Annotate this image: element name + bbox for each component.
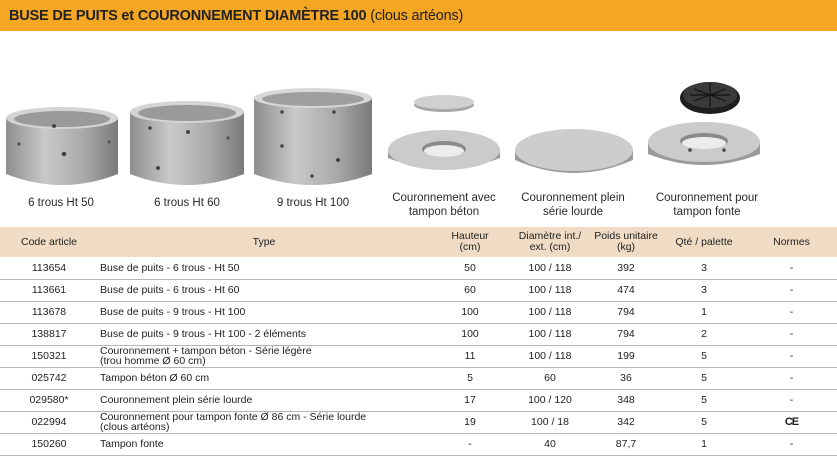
cell-type [98, 279, 430, 301]
cell-diametre: 100 / 118 [510, 301, 590, 323]
type-line-1: Buse de puits - 6 trous - Ht 50 [100, 261, 240, 274]
header-hauteur: Hauteur (cm) [430, 227, 510, 257]
cell-poids: 474 [590, 279, 662, 301]
cell-qte: 3 [662, 279, 746, 301]
cell-diametre: 60 [510, 367, 590, 389]
product-caption-6: Couronnement pour tampon fonte [655, 192, 759, 218]
type-line-1: Tampon fonte [100, 438, 164, 450]
cell-normes: - [746, 279, 837, 301]
cell-qte: 5 [662, 389, 746, 411]
cell-poids: 199 [590, 345, 662, 367]
cell-type [98, 257, 430, 279]
table-row [0, 301, 837, 323]
header-code: Code article [0, 227, 98, 257]
table-row [0, 433, 837, 455]
cell-qte: 5 [662, 367, 746, 389]
type-line-1: Couronnement + tampon béton - Série légère [100, 345, 312, 357]
cell-type [98, 433, 430, 455]
cell-hauteur: 17 [430, 389, 510, 411]
title-bold: BUSE DE PUITS et COURONNEMENT DIAMÈTRE 100 [9, 8, 367, 24]
header-qte: Qté / palette [662, 227, 746, 257]
cell-type [98, 389, 430, 411]
cell-normes: - [746, 389, 837, 411]
table-row [0, 279, 837, 301]
type-line-1: Buse de puits - 6 trous - Ht 60 [100, 284, 240, 296]
type-line-1: Couronnement plein série lourde [100, 394, 253, 406]
cell-code: 025742 [0, 367, 98, 389]
product-caption-4: Couronnement avec tampon béton [392, 192, 496, 218]
cell-poids: 794 [590, 301, 662, 323]
type-line-1: Tampon béton Ø 60 cm [100, 372, 210, 384]
cell-normes: - [746, 367, 837, 389]
type-line-1: Buse de puits - 9 trous - Ht 100 - 2 éléments [100, 328, 307, 340]
cell-diametre: 100 / 18 [510, 411, 590, 433]
cell-hauteur: - [430, 433, 510, 455]
cell-code: 113654 [0, 257, 98, 279]
cell-hauteur: 19 [430, 411, 510, 433]
type-line-2: (clous artéons) [100, 421, 170, 433]
ring-with-concrete-lid-icon [384, 92, 504, 182]
cell-qte: 1 [662, 433, 746, 455]
title-light: (clous artéons) [370, 8, 464, 24]
cell-type [98, 323, 430, 345]
cell-poids: 342 [590, 411, 662, 433]
concrete-ring-short-icon [4, 104, 120, 190]
solid-crown-slab-icon [512, 126, 636, 186]
type-line-1: Buse de puits - 9 trous - Ht 100 [100, 306, 246, 318]
cell-normes: - [746, 301, 837, 323]
product-caption-1: 6 trous Ht 50 [28, 197, 94, 209]
cell-code: 029580* [0, 389, 98, 411]
cell-normes: - [746, 323, 837, 345]
cell-normes: CE [746, 411, 837, 433]
header-diametre: Diamètre int./ ext. (cm) [510, 227, 590, 257]
cell-normes: - [746, 345, 837, 367]
table-row [0, 389, 837, 411]
header-normes: Normes [746, 227, 837, 257]
cell-qte: 2 [662, 323, 746, 345]
cell-code: 113661 [0, 279, 98, 301]
cell-type [98, 301, 430, 323]
cell-code: 138817 [0, 323, 98, 345]
cell-poids: 36 [590, 367, 662, 389]
cell-type [98, 345, 430, 367]
cell-poids: 87,7 [590, 433, 662, 455]
cell-type [98, 411, 430, 433]
concrete-ring-medium-icon [128, 98, 246, 190]
cell-qte: 5 [662, 411, 746, 433]
cell-qte: 3 [662, 257, 746, 279]
page-title [0, 0, 837, 31]
cell-diametre: 100 / 118 [510, 257, 590, 279]
product-caption-2: 6 trous Ht 60 [154, 197, 220, 209]
cell-code: 150260 [0, 433, 98, 455]
type-line-1: Couronnement pour tampon fonte Ø 86 cm - Série lourde [100, 411, 367, 423]
cell-hauteur: 100 [430, 323, 510, 345]
cell-diametre: 100 / 118 [510, 345, 590, 367]
specification-table [0, 227, 837, 456]
table-row [0, 257, 837, 279]
header-poids: Poids unitaire (kg) [590, 227, 662, 257]
cell-diametre: 40 [510, 433, 590, 455]
header-type: Type [98, 227, 430, 257]
cell-diametre: 100 / 118 [510, 323, 590, 345]
cell-type [98, 367, 430, 389]
cell-code: 113678 [0, 301, 98, 323]
cell-code: 022994 [0, 411, 98, 433]
cell-poids: 392 [590, 257, 662, 279]
type-line-2: (trou homme Ø 60 cm) [100, 355, 206, 367]
cell-hauteur: 50 [430, 257, 510, 279]
cell-diametre: 100 / 120 [510, 389, 590, 411]
table-row [0, 345, 837, 367]
cell-normes: - [746, 433, 837, 455]
cell-diametre: 100 / 118 [510, 279, 590, 301]
cell-normes: - [746, 257, 837, 279]
table-header-row [0, 227, 837, 257]
cell-hauteur: 11 [430, 345, 510, 367]
cell-poids: 348 [590, 389, 662, 411]
cell-hauteur: 5 [430, 367, 510, 389]
table-row [0, 367, 837, 389]
concrete-ring-tall-icon [252, 86, 374, 190]
cell-code: 150321 [0, 345, 98, 367]
product-caption-3: 9 trous Ht 100 [276, 197, 350, 209]
cell-hauteur: 60 [430, 279, 510, 301]
cell-hauteur: 100 [430, 301, 510, 323]
table-row [0, 411, 837, 433]
cell-qte: 1 [662, 301, 746, 323]
ring-with-cast-iron-lid-icon [644, 72, 764, 180]
cell-poids: 794 [590, 323, 662, 345]
product-caption-5: Couronnement plein série lourde [521, 192, 625, 218]
cell-qte: 5 [662, 345, 746, 367]
table-row [0, 323, 837, 345]
